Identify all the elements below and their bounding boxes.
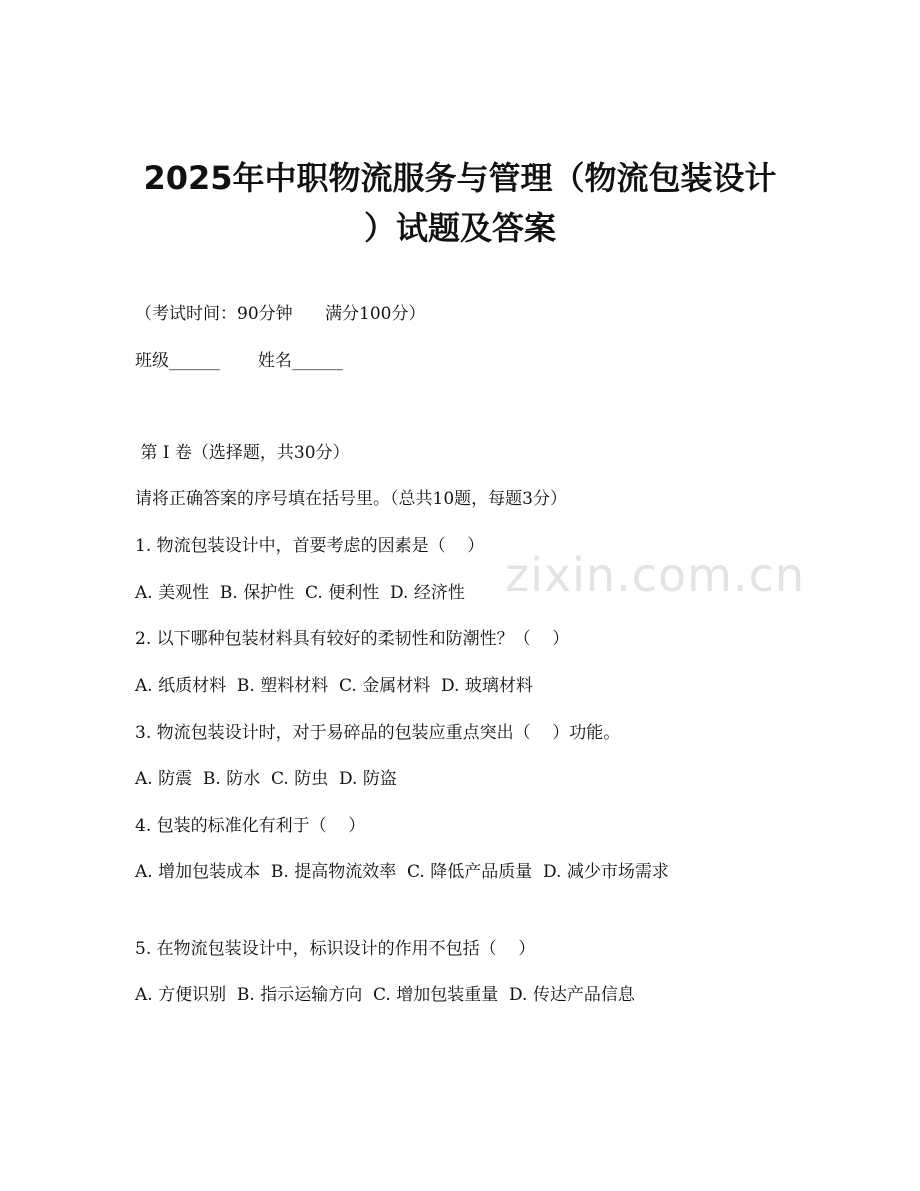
question-4-options: A. 增加包装成本 B. 提高物流效率 C. 降低产品质量 D. 减少市场需求 (135, 862, 669, 882)
watermark: zixin.com.cn (505, 548, 806, 602)
question-1-stem: 1. 物流包装设计中，首要考虑的因素是（ ） (135, 536, 485, 556)
exam-info: （考试时间：90分钟 满分100分） (135, 304, 426, 324)
question-1-options: A. 美观性 B. 保护性 C. 便利性 D. 经济性 (135, 583, 465, 603)
title-line-1: 2025年中职物流服务与管理（物流包装设计 (143, 159, 777, 197)
title-line-2: ）试题及答案 (363, 209, 556, 247)
class-name-line: 班级______ 姓名______ (135, 351, 343, 371)
question-3-stem: 3. 物流包装设计时，对于易碎品的包装应重点突出（ ）功能。 (135, 723, 621, 743)
instruction: 请将正确答案的序号填在括号里。（总共10题，每题3分） (135, 489, 567, 509)
question-5-options: A. 方便识别 B. 指示运输方向 C. 增加包装重量 D. 传达产品信息 (135, 985, 635, 1005)
question-2-stem: 2. 以下哪种包装材料具有较好的柔韧性和防潮性？（ ） (135, 629, 570, 649)
section-header: 第 I 卷（选择题，共30分） (135, 443, 350, 463)
question-3-options: A. 防震 B. 防水 C. 防虫 D. 防盗 (135, 769, 397, 789)
question-2-options: A. 纸质材料 B. 塑料材料 C. 金属材料 D. 玻璃材料 (135, 676, 533, 696)
question-4-stem: 4. 包装的标准化有利于（ ） (135, 816, 366, 836)
question-5-stem: 5. 在物流包装设计中，标识设计的作用不包括（ ） (135, 939, 536, 959)
